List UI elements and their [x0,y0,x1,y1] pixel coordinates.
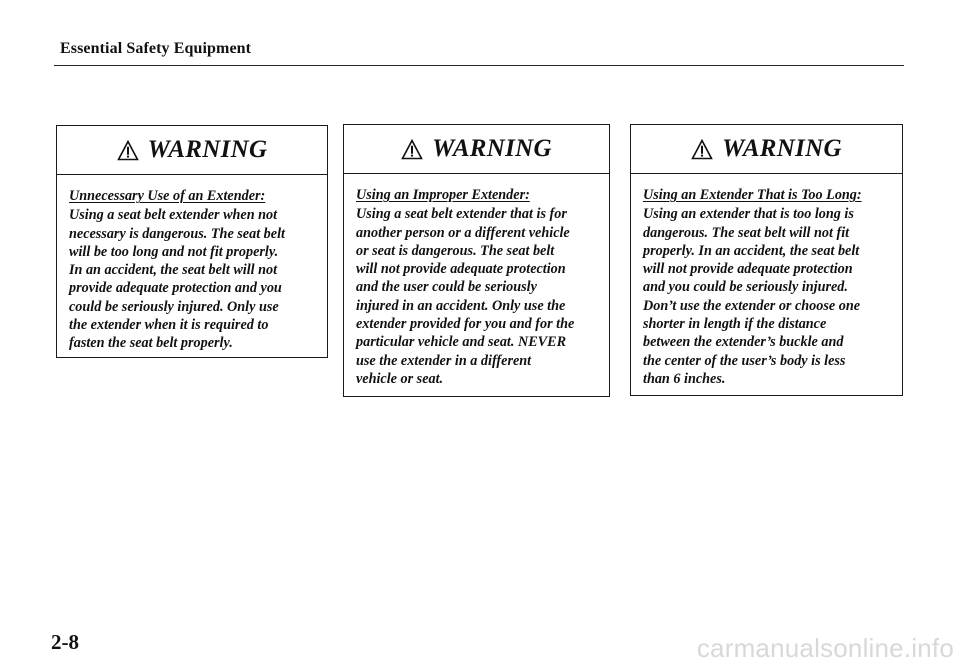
warning-body [631,174,902,388]
warning-line: than 6 inches. [643,370,726,387]
warning-line: fasten the seat belt properly. [69,335,233,352]
warning-text [643,205,894,388]
warning-triangle-icon [401,139,423,160]
warning-box-extender-too-long [630,124,903,396]
warning-label: WARNING [432,135,552,162]
warning-line: and you could be seriously injured. [643,279,848,296]
warning-line: In an accident, the seat belt will not [69,262,278,279]
warning-line: injured in an accident. Only use the [356,297,566,314]
warning-box-unnecessary-extender [56,125,328,358]
warning-line: Don’t use the extender or choose one [643,297,861,314]
warning-label: WARNING [722,135,842,162]
warning-line: properly. In an accident, the seat belt [643,242,860,259]
warning-line: dangerous. The seat belt will not fit [643,224,850,241]
warning-line: another person or a different vehicle [356,224,570,241]
warning-line: necessary is dangerous. The seat belt [69,225,285,242]
warning-line: between the extender’s buckle and [643,334,844,351]
warning-line: vehicle or seat. [356,370,444,387]
warning-header [631,125,902,174]
warning-triangle-icon [691,139,713,160]
page-number: 2-8 [51,630,79,654]
warning-text [69,206,319,352]
header-divider [54,65,904,66]
warning-text [356,205,601,388]
warning-line: will not provide adequate protection [643,261,853,278]
warning-header [57,126,327,175]
warning-subheading: Using an Improper Extender: [356,187,530,203]
warning-subheading: Using an Extender That is Too Long: [643,187,862,203]
warning-line: the extender when it is required to [69,317,269,334]
warning-body [344,174,609,388]
warning-line: or seat is dangerous. The seat belt [356,242,555,259]
warning-line: could be seriously injured. Only use [69,298,279,315]
warning-line: the center of the user’s body is less [643,352,846,369]
warning-line: shorter in length if the distance [643,316,827,333]
page-header-title: Essential Safety Equipment [60,40,252,57]
warning-line: extender provided for you and for the [356,316,575,333]
warning-body [57,175,327,353]
warning-box-improper-extender [343,124,610,397]
warning-line: Using an extender that is too long is [643,206,854,223]
warning-line: use the extender in a different [356,352,532,369]
warning-line: Using a seat belt extender that is for [356,206,567,223]
warning-line: will not provide adequate protection [356,261,566,278]
warning-line: provide adequate protection and you [69,280,282,297]
watermark: carmanualsonline.info [696,633,954,663]
warning-line: Using a seat belt extender when not [69,207,278,224]
warning-header [344,125,609,174]
warning-line: particular vehicle and seat. NEVER [356,334,567,351]
warning-line: and the user could be seriously [356,279,537,296]
warning-line: will be too long and not fit properly. [69,243,279,260]
warning-label: WARNING [147,136,268,163]
warning-triangle-icon [117,140,139,161]
warning-subheading: Unnecessary Use of an Extender: [69,188,266,204]
